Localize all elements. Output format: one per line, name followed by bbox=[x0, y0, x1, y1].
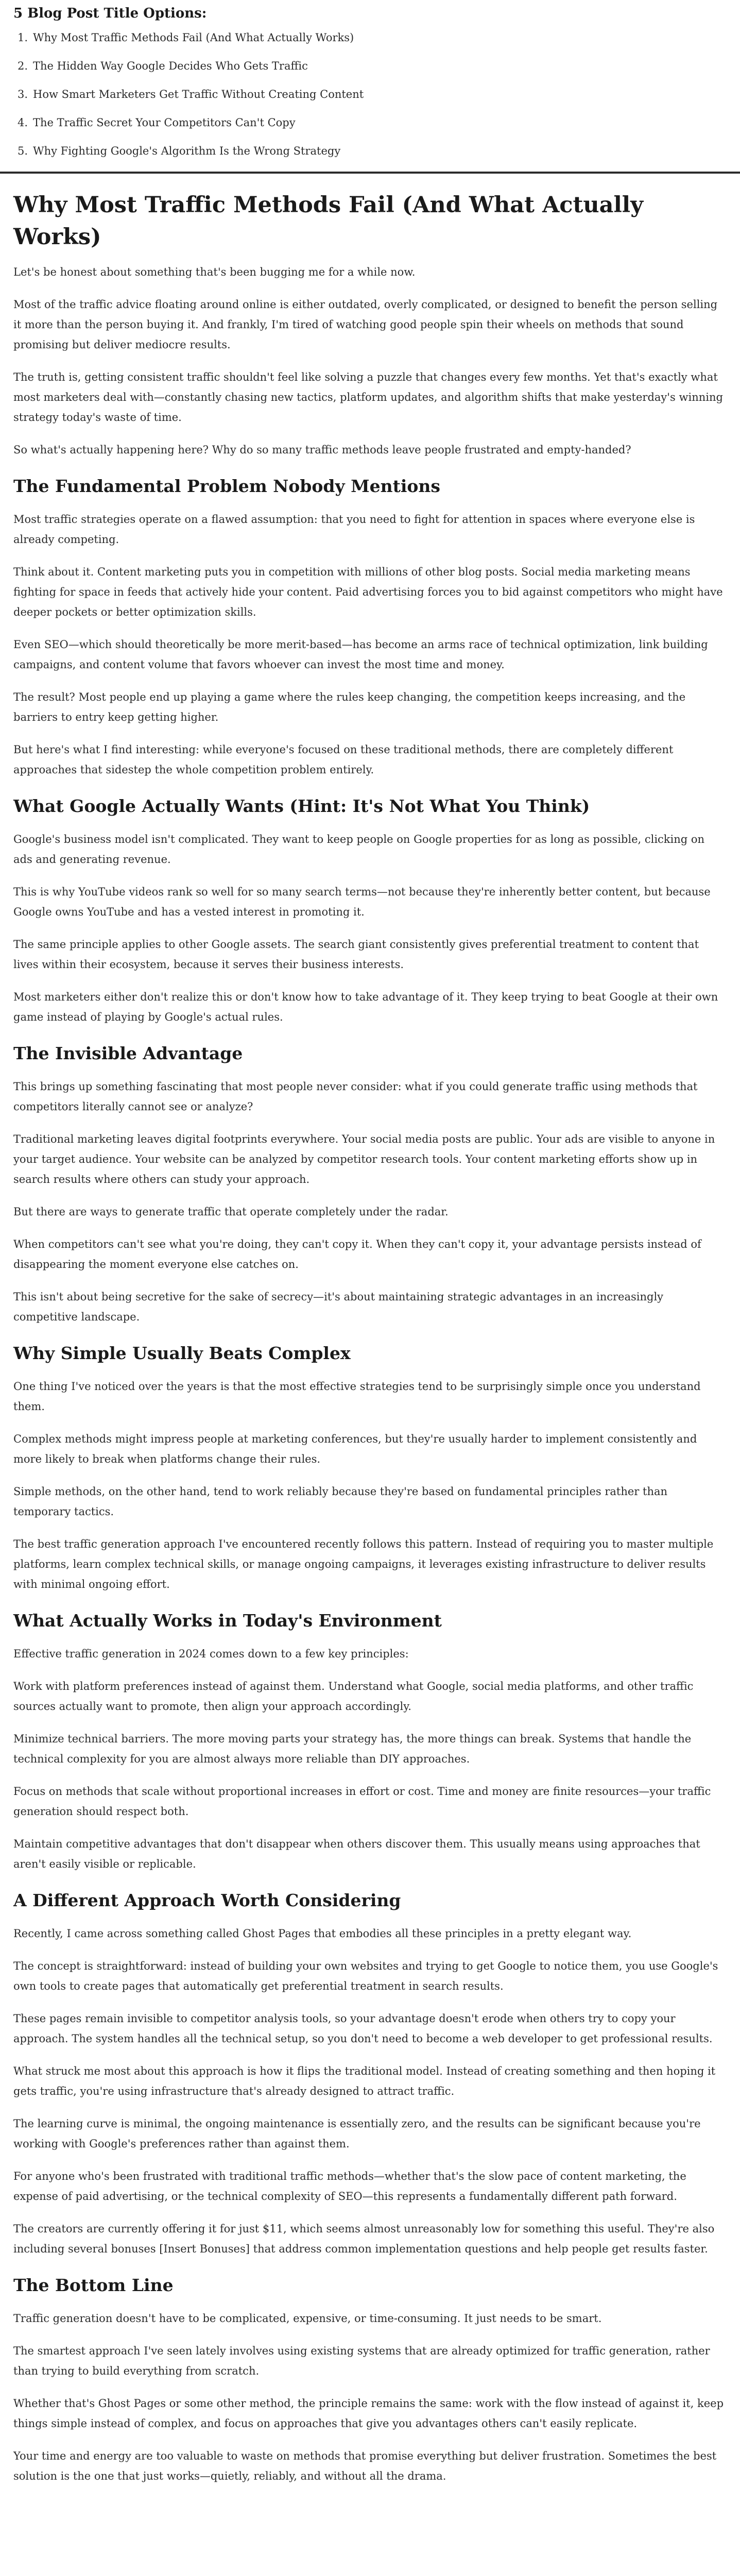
title-option-text: The Traffic Secret Your Competitors Can't Copy bbox=[33, 116, 296, 129]
intro-paragraph: So what's actually happening here? Why do so many traffic methods leave people frustrated and empty-handed? bbox=[13, 444, 631, 456]
section-paragraph: Work with platform preferences instead of against them. Understand what Google, social media platforms, and other traffic sources actually want to promote, then align your approach accordingly. bbox=[13, 1680, 694, 1713]
section-paragraph: What struck me most about this approach is how it flips the traditional model. Instead of creating something and then hoping it gets traffic, you're using infrastructure that's already designed to attract traffic. bbox=[13, 2065, 716, 2097]
section-paragraph: Recently, I came across something called Ghost Pages that embodies all these principles in a pretty elegant way. bbox=[13, 1927, 632, 1940]
title-option-text: The Hidden Way Google Decides Who Gets Traffic bbox=[33, 60, 308, 72]
section-paragraph: Even SEO—which should theoretically be more merit-based—has become an arms race of technical optimization, link building campaigns, and content volume that favors whoever can invest the most time and money. bbox=[13, 638, 708, 671]
title-option-number: 4. bbox=[18, 116, 28, 129]
section-paragraph: Effective traffic generation in 2024 comes down to a few key principles: bbox=[13, 1648, 409, 1660]
section-heading: The Bottom Line bbox=[13, 2275, 174, 2295]
title-options-list bbox=[13, 30, 727, 159]
title-option-item bbox=[18, 58, 727, 74]
section-paragraph: The same principle applies to other Google assets. The search giant consistently gives preferential treatment to content that lives within their ecosystem, because it serves their business interests. bbox=[13, 938, 699, 971]
title-options-heading: 5 Blog Post Title Options: bbox=[13, 6, 207, 21]
section-heading: Why Simple Usually Beats Complex bbox=[13, 1343, 351, 1363]
section-divider bbox=[0, 172, 740, 174]
section-paragraph: Focus on methods that scale without proportional increases in effort or cost. Time and money are finite resources—your traffic generation should respect both. bbox=[13, 1785, 711, 1818]
title-option-item bbox=[18, 30, 727, 45]
article-section bbox=[13, 1609, 727, 1874]
title-option-text: Why Fighting Google's Algorithm Is the Wrong Strategy bbox=[33, 145, 341, 157]
article-body bbox=[0, 189, 740, 2486]
section-paragraph: The creators are currently offering it for just $11, which seems almost unreasonably low for something this useful. They're also including several bonuses [Insert Bonuses] that address common implementation questions and help people get results faster. bbox=[13, 2223, 715, 2255]
section-paragraph: Traffic generation doesn't have to be complicated, expensive, or time-consuming. It just needs to be smart. bbox=[13, 2312, 602, 2325]
section-paragraph: Minimize technical barriers. The more moving parts your strategy has, the more things can break. Systems that handle the technical complexity for you are almost always more reliable than DIY approaches. bbox=[13, 1733, 692, 1765]
section-paragraph: This is why YouTube videos rank so well for so many search terms—not because they're inherently better content, but because Google owns YouTube and has a vested interest in promoting it. bbox=[13, 886, 711, 918]
title-option-number: 3. bbox=[18, 88, 28, 100]
section-paragraph: Traditional marketing leaves digital footprints everywhere. Your social media posts are public. Your ads are visible to anyone in your target audience. Your website can be analyzed by competitor research tools. Your content marketing efforts show up in search results where others can study your approach. bbox=[13, 1133, 715, 1185]
article-section bbox=[13, 1342, 727, 1595]
title-option-text: How Smart Marketers Get Traffic Without Creating Content bbox=[33, 88, 364, 100]
section-paragraph: Your time and energy are too valuable to waste on methods that promise everything but deliver frustration. Sometimes the best solution is the one that just works—quietly, reliably, and without all the drama. bbox=[13, 2450, 717, 2482]
article-section bbox=[13, 2274, 727, 2486]
section-paragraph: But there are ways to generate traffic that operate completely under the radar. bbox=[13, 1206, 449, 1218]
section-paragraph: This isn't about being secretive for the sake of secrecy—it's about maintaining strategic advantages in an increasingly competitive landscape. bbox=[13, 1291, 664, 1323]
section-paragraph: Google's business model isn't complicated. They want to keep people on Google properties for as long as possible, clicking on ads and generating revenue. bbox=[13, 833, 705, 866]
title-option-item bbox=[18, 87, 727, 102]
article-section bbox=[13, 474, 727, 780]
section-paragraph: Most traffic strategies operate on a flawed assumption: that you need to fight for attention in spaces where everyone else is already competing. bbox=[13, 513, 695, 546]
section-paragraph: Whether that's Ghost Pages or some other method, the principle remains the same: work with the flow instead of against it, keep things simple instead of complex, and focus on approaches that give you advantages others can't easily replicate. bbox=[13, 2397, 724, 2430]
section-paragraph: The result? Most people end up playing a game where the rules keep changing, the competition keeps increasing, and the barriers to entry keep getting higher. bbox=[13, 691, 686, 723]
article-sections bbox=[13, 474, 727, 2486]
article-section bbox=[13, 1042, 727, 1327]
section-paragraph: Complex methods might impress people at marketing conferences, but they're usually harder to implement consistently and more likely to break when platforms change their rules. bbox=[13, 1433, 697, 1465]
section-paragraph: This brings up something fascinating that most people never consider: what if you could generate traffic using methods that competitors literally cannot see or analyze? bbox=[13, 1080, 698, 1113]
section-paragraph: Simple methods, on the other hand, tend to work reliably because they're based on fundamental principles rather than temporary tactics. bbox=[13, 1485, 668, 1518]
section-paragraph: One thing I've noticed over the years is that the most effective strategies tend to be surprisingly simple once you understand them. bbox=[13, 1380, 701, 1413]
title-options-block bbox=[0, 0, 740, 159]
article-section bbox=[13, 1889, 727, 2259]
section-paragraph: Think about it. Content marketing puts you in competition with millions of other blog posts. Social media marketing means fighting for space in feeds that actively hide your content. Paid advertising forces you to bid against competitors who might have deeper pockets or better optimization skills. bbox=[13, 566, 723, 618]
section-heading: What Google Actually Wants (Hint: It's Not What You Think) bbox=[13, 796, 590, 816]
article-intro bbox=[13, 262, 727, 460]
article-section bbox=[13, 794, 727, 1027]
title-option-number: 5. bbox=[18, 145, 28, 157]
section-paragraph: The concept is straightforward: instead of building your own websites and trying to get Google to notice them, you use Google's own tools to create pages that automatically get preferential treatment in search results. bbox=[13, 1960, 718, 1992]
intro-paragraph: Let's be honest about something that's been bugging me for a while now. bbox=[13, 266, 416, 278]
title-option-item bbox=[18, 143, 727, 159]
title-option-item bbox=[18, 115, 727, 130]
title-option-number: 2. bbox=[18, 60, 28, 72]
section-paragraph: When competitors can't see what you're doing, they can't copy it. When they can't copy it, your advantage persists instead of disappearing the moment everyone else catches on. bbox=[13, 1238, 701, 1270]
title-option-number: 1. bbox=[18, 31, 28, 44]
section-paragraph: The smartest approach I've seen lately involves using existing systems that are already optimized for traffic generation, rather than trying to build everything from scratch. bbox=[13, 2345, 710, 2377]
section-heading: The Invisible Advantage bbox=[13, 1043, 243, 1063]
section-paragraph: Most marketers either don't realize this or don't know how to take advantage of it. They keep trying to beat Google at their own game instead of playing by Google's actual rules. bbox=[13, 991, 718, 1023]
section-paragraph: But here's what I find interesting: while everyone's focused on these traditional methods, there are completely different approaches that sidestep the whole competition problem entirely. bbox=[13, 743, 674, 776]
section-paragraph: These pages remain invisible to competitor analysis tools, so your advantage doesn't erode when others try to copy your approach. The system handles all the technical setup, so you don't need to become a web developer to get professional results. bbox=[13, 2012, 713, 2045]
section-paragraph: Maintain competitive advantages that don't disappear when others discover them. This usually means using approaches that aren't easily visible or replicable. bbox=[13, 1838, 700, 1870]
title-option-text: Why Most Traffic Methods Fail (And What Actually Works) bbox=[33, 31, 354, 44]
section-heading: What Actually Works in Today's Environment bbox=[13, 1611, 442, 1631]
section-heading: The Fundamental Problem Nobody Mentions bbox=[13, 476, 440, 496]
intro-paragraph: Most of the traffic advice floating around online is either outdated, overly complicated, or designed to benefit the person selling it more than the person buying it. And frankly, I'm tired of watching good people spin their wheels on methods that sound promising but deliver mediocre results. bbox=[13, 298, 718, 351]
article-title: Why Most Traffic Methods Fail (And What Actually Works) bbox=[13, 192, 644, 250]
intro-paragraph: The truth is, getting consistent traffic shouldn't feel like solving a puzzle that changes every few months. Yet that's exactly what most marketers deal with—constantly chasing new tactics, platform updates, and algorithm shifts that make yesterday's winning strategy today's waste of time. bbox=[13, 371, 723, 423]
section-paragraph: For anyone who's been frustrated with traditional traffic methods—whether that's the slow pace of content marketing, the expense of paid advertising, or the technical complexity of SEO—this represents a fundamentally different path forward. bbox=[13, 2170, 686, 2202]
section-heading: A Different Approach Worth Considering bbox=[13, 1890, 401, 1910]
section-paragraph: The learning curve is minimal, the ongoing maintenance is essentially zero, and the results can be significant because you're working with Google's preferences rather than against them. bbox=[13, 2117, 701, 2150]
section-paragraph: The best traffic generation approach I've encountered recently follows this pattern. Instead of requiring you to master multiple platforms, learn complex technical skills, or manage ongoing campaigns, it leverages existing infrastructure to deliver results with minimal ongoing effort. bbox=[13, 1538, 714, 1590]
